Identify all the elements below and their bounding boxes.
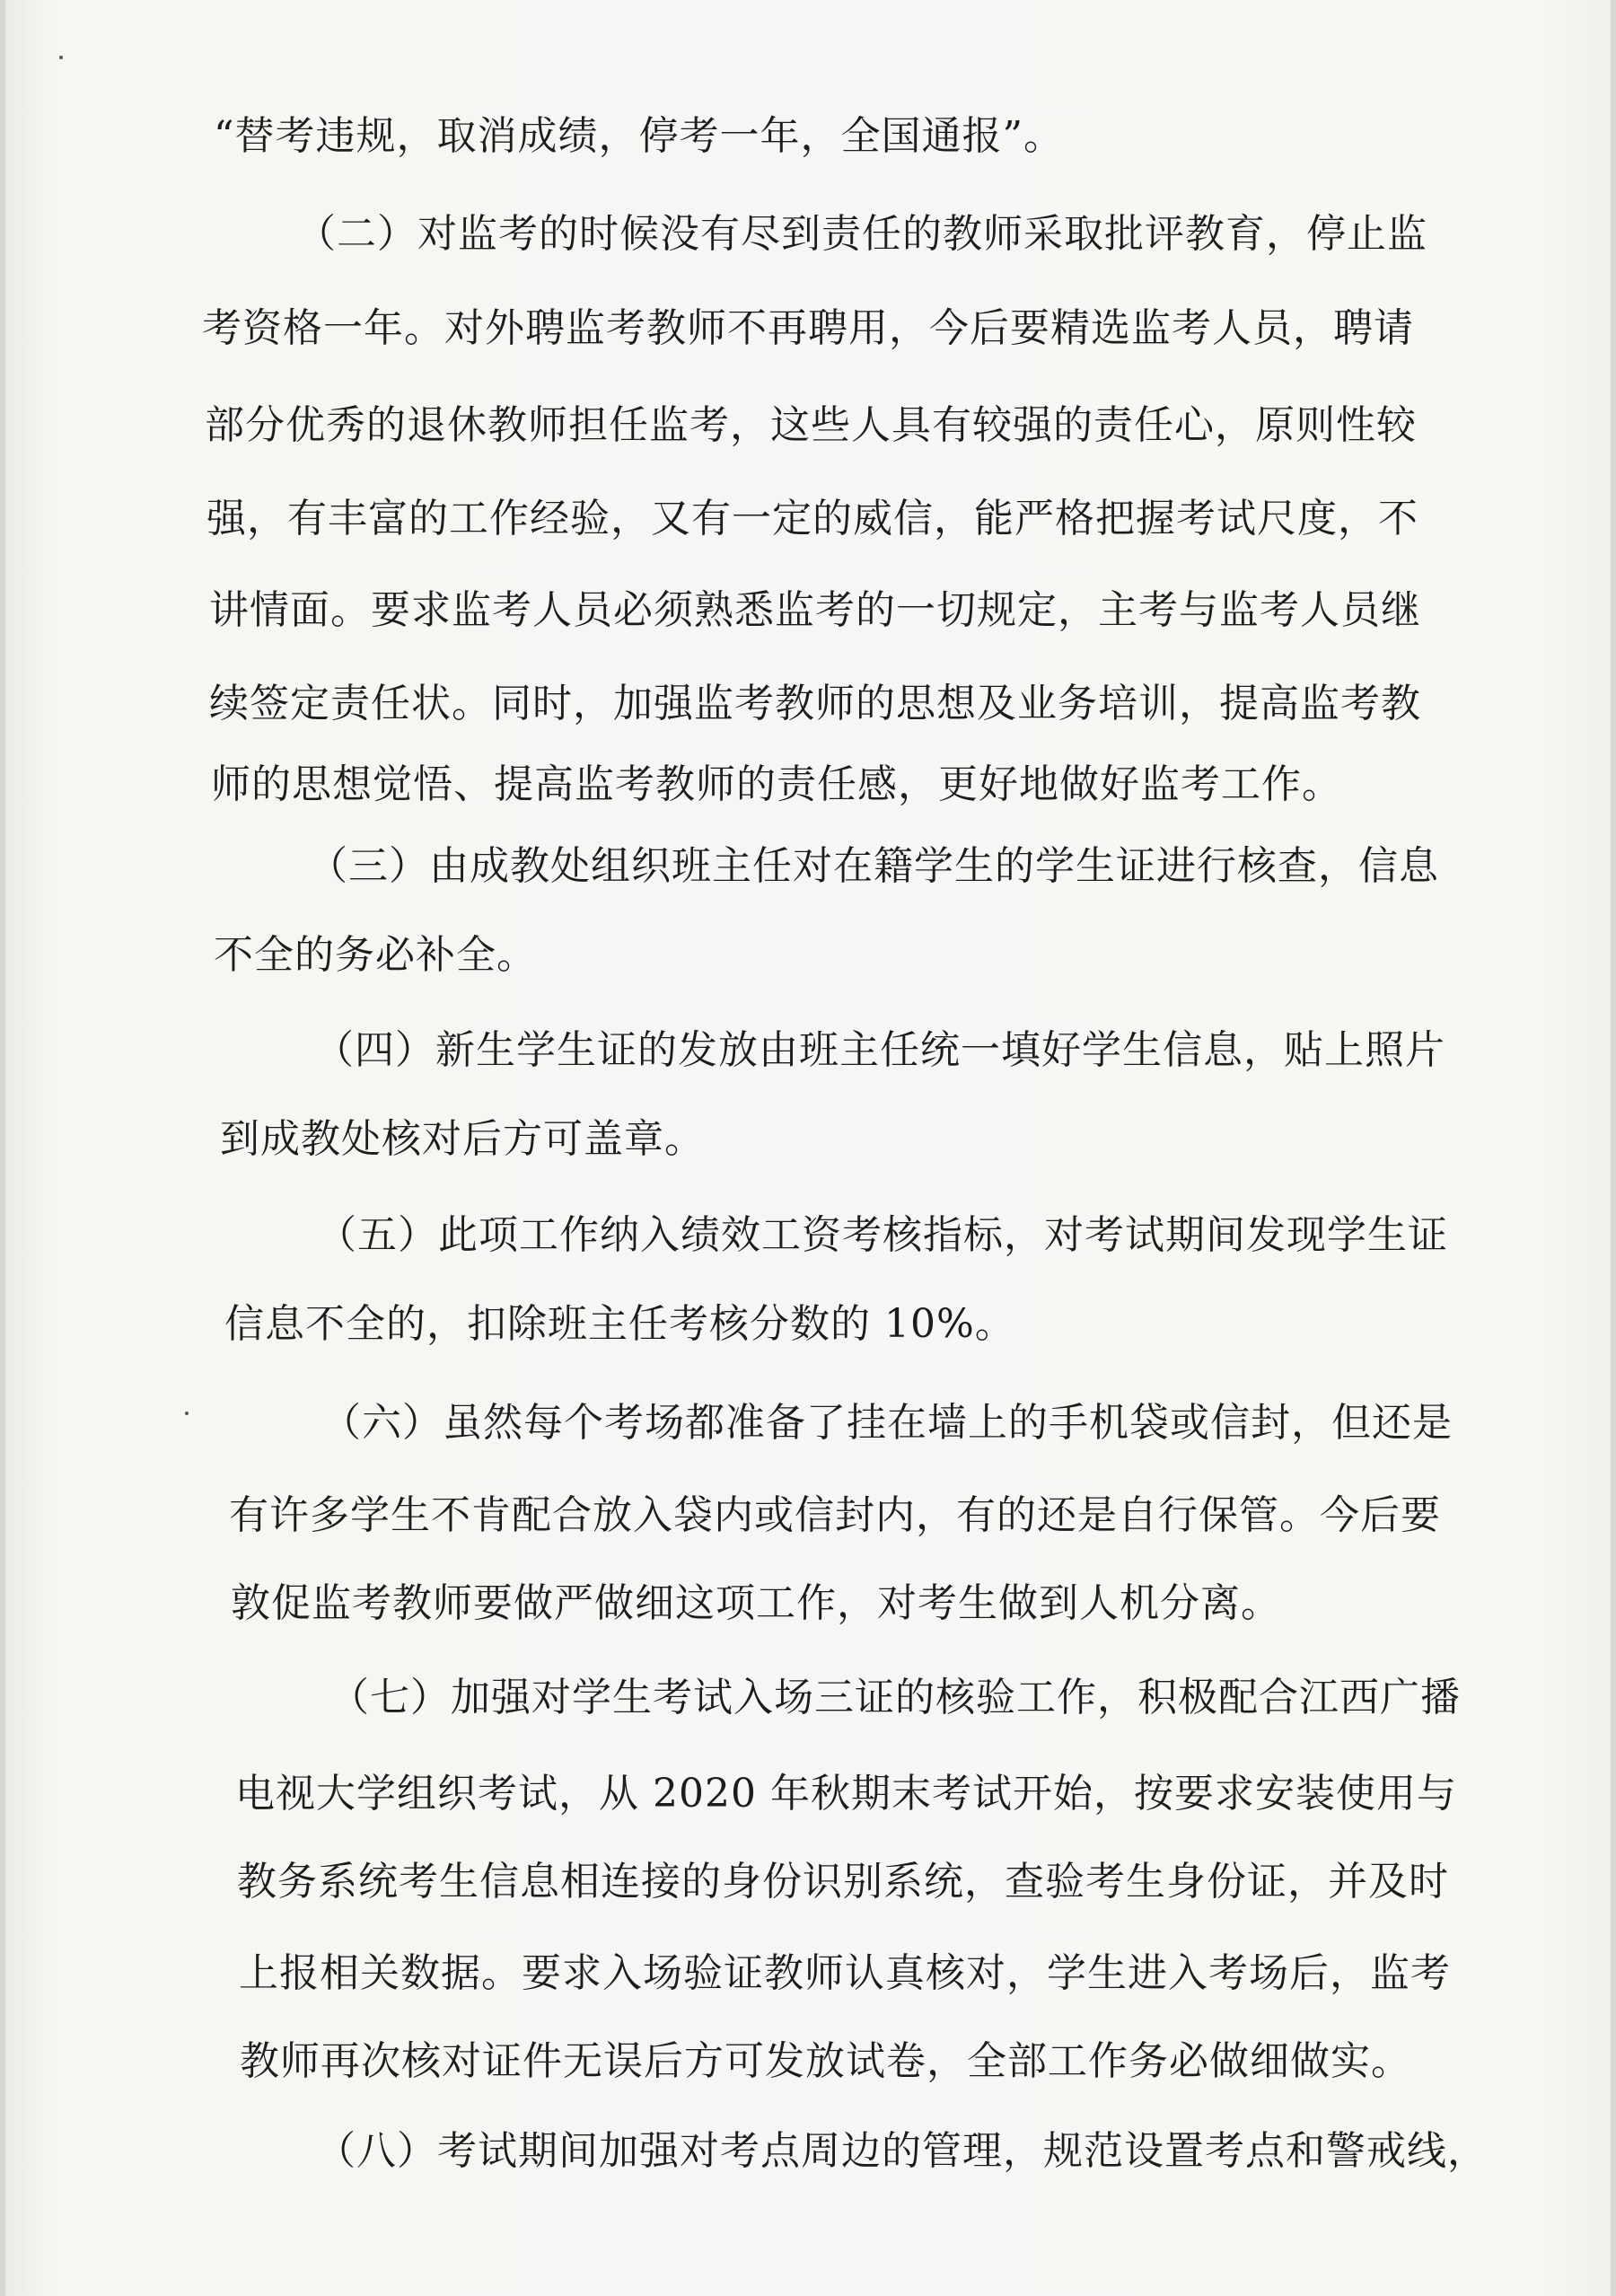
text-line: 教务系统考生信息相连接的身份识别系统，查验考生身份证，并及时: [237, 1859, 1449, 1905]
scan-speck: [185, 1412, 189, 1415]
text-line: 强，有丰富的工作经验，又有一定的威信，能严格把握考试尺度，不: [206, 496, 1418, 541]
text-line: 教师再次核对证件无误后方可发放试卷，全部工作务必做细做实。: [240, 2038, 1411, 2084]
text-line: 师的思想觉悟、提高监考教师的责任感，更好地做好监考工作。: [211, 761, 1342, 807]
scan-speck: [59, 56, 63, 59]
text-line: 上报相关数据。要求入场验证教师认真核对，学生进入考场后，监考: [239, 1950, 1451, 1996]
text-line: 电视大学组织考试，从 2020 年秋期末考试开始，按要求安装使用与: [235, 1771, 1457, 1817]
text-line: 有许多学生不肯配合放入袋内或信封内，有的还是自行保管。今后要: [229, 1492, 1441, 1538]
paragraph-4-start: （四）新生学生证的发放由班主任统一填好学生信息，贴上照片: [314, 1027, 1445, 1073]
paragraph-7-start: （七）加强对学生考试入场三证的核验工作，积极配合江西广播: [329, 1675, 1461, 1720]
text-line: 讲情面。要求监考人员必须熟悉监考的一切规定，主考与监考人员继: [209, 587, 1421, 633]
paragraph-2-start: （二）对监考的时候没有尽到责任的教师采取批评教育，停止监: [296, 211, 1427, 257]
text-line: 敦促监考教师要做严做细这项工作，对考生做到人机分离。: [231, 1580, 1281, 1626]
text-line: 不全的务必补全。: [214, 932, 537, 978]
text-line: 考资格一年。对外聘监考教师不再聘用，今后要精选监考人员，聘请: [202, 305, 1414, 351]
paragraph-5-start: （五）此项工作纳入绩效工资考核指标，对考试期间发现学生证: [317, 1212, 1448, 1258]
scan-edge-left: [0, 0, 5, 2296]
paragraph-6-start: （六）虽然每个考场都准备了挂在墙上的手机袋或信封，但还是: [321, 1400, 1453, 1446]
paragraph-8-start: （八）考试期间加强对考点周边的管理，规范设置考点和警戒线，: [316, 2128, 1488, 2174]
scan-edge-right: [1611, 0, 1616, 2296]
text-line: 信息不全的，扣除班主任考核分数的 10%。: [224, 1301, 1015, 1347]
text-line: “替考违规，取消成绩，停考一年，全国通报”。: [214, 113, 1064, 159]
text-line: 部分优秀的退休教师担任监考，这些人具有较强的责任心，原则性较: [205, 402, 1417, 448]
text-line: 到成教处核对后方可盖章。: [220, 1116, 705, 1162]
text-line: 续签定责任状。同时，加强监考教师的思想及业务培训，提高监考教: [209, 681, 1421, 726]
paragraph-3-start: （三）由成教处组织班主任对在籍学生的学生证进行核查，信息: [308, 843, 1439, 889]
